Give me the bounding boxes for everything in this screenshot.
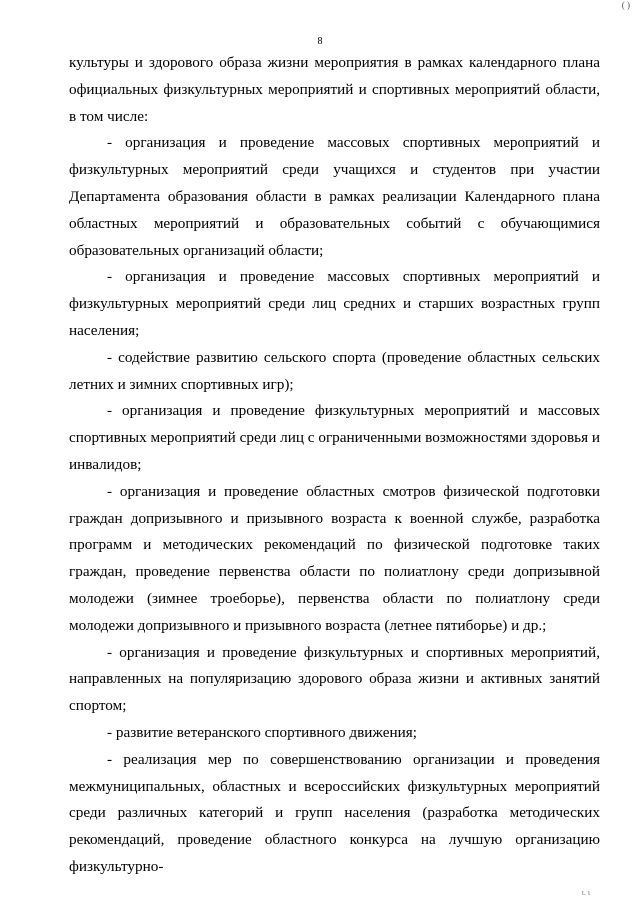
document-body	[69, 50, 600, 881]
list-item: - организация и проведение областных смотров физической подготовки граждан допризывного и призывного возраста к военной службе, разработка программ и методических рекомендаций по физической подготовке таких граждан, проведение первенства области по полиатлону среди допризывной молодежи (зимнее троеборье), первенства области по полиатлону среди молодежи допризывного и призывного возраста (летнее пятиборье) и др.;	[69, 482, 600, 634]
bottom-corner-mark: ι. ι	[581, 888, 590, 897]
list-item: - развитие ветеранского спортивного движения;	[107, 723, 417, 741]
list-item: - реализация мер по совершенствованию организации и проведения межмуниципальных, областных и всероссийских физкультурных мероприятий среди различных категорий и групп населения (разработка методических рекомендаций, проведение областного конкурса на лучшую организацию физкультурно-	[69, 750, 600, 875]
list-item: - организация и проведение физкультурных мероприятий и массовых спортивных мероприятий среди лиц с ограниченными возможностями здоровья и инвалидов;	[69, 402, 600, 473]
intro-paragraph: культуры и здорового образа жизни мероприятия в рамках календарного плана официальных физкультурных мероприятий и спортивных мероприятий области, в том числе:	[69, 54, 600, 125]
list-item: - организация и проведение физкультурных и спортивных мероприятий, направленных на популяризацию здорового образа жизни и активных занятий спортом;	[69, 643, 600, 715]
list-item: - организация и проведение массовых спортивных мероприятий и физкультурных мероприятий среди лиц средних и старших возрастных групп населения;	[69, 268, 600, 339]
list-item: - организация и проведение массовых спортивных мероприятий и физкультурных мероприятий среди учащихся и студентов при участии Департамента образования области в рамках реализации Календарного плана областных мероприятий и образовательных событий с обучающимися образовательных организаций области;	[69, 134, 600, 259]
list-item: - содействие развитию сельского спорта (проведение областных сельских летних и зимних спортивных игр);	[69, 348, 600, 393]
page-number: 8	[317, 36, 323, 47]
top-corner-mark: ( )	[621, 0, 630, 10]
